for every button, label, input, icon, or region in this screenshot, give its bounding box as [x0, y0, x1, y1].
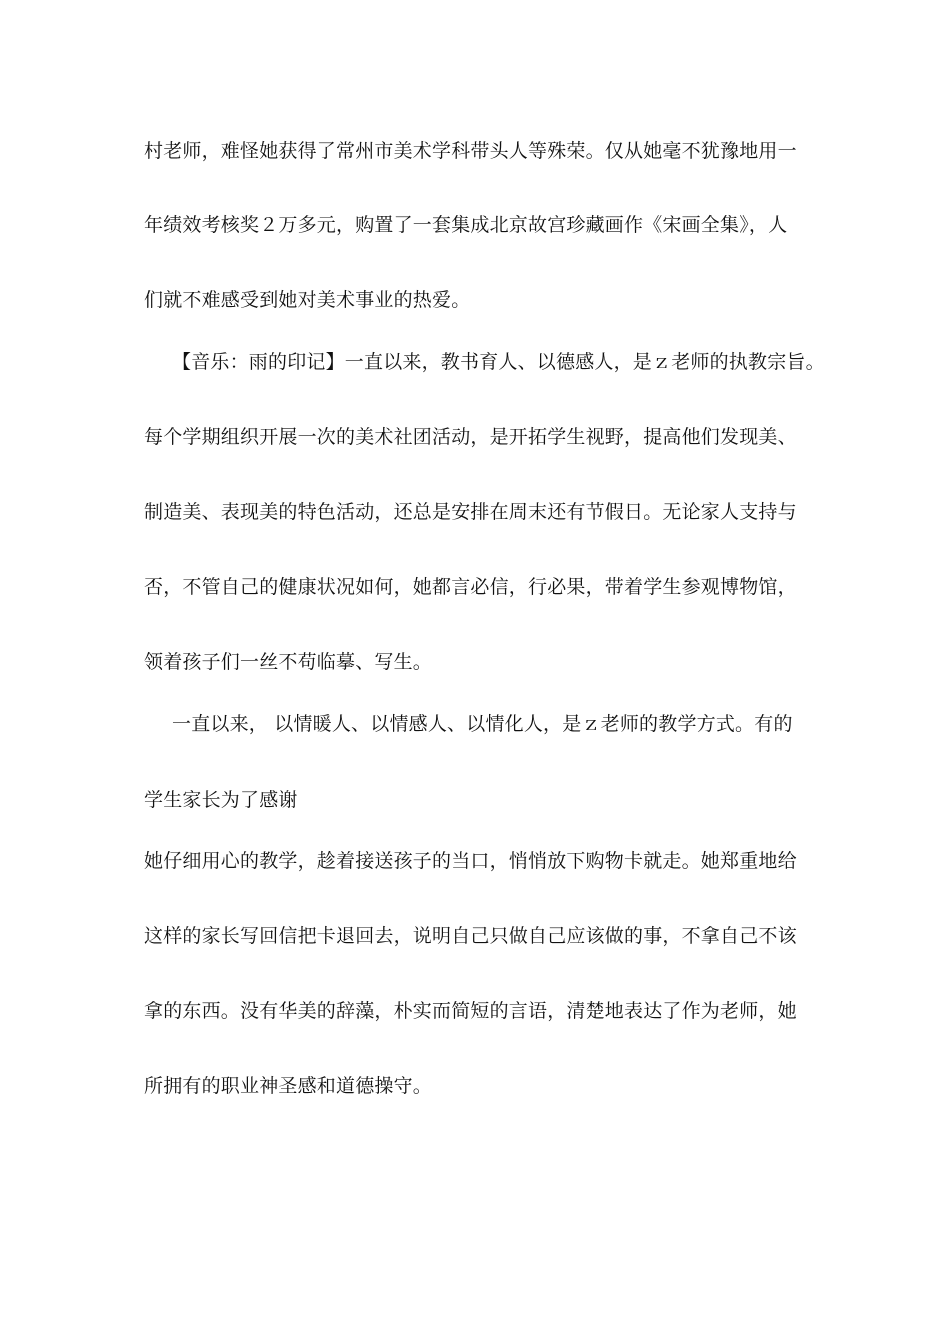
- paragraph-line: 否，不管自己的健康状况如何，她都言必信，行必果，带着学生参观博物馆，: [144, 576, 797, 598]
- paragraph-line: 们就不难感受到她对美术事业的热爱。: [144, 289, 471, 311]
- paragraph-line: 她仔细用心的教学，趁着接送孩子的当口，悄悄放下购物卡就走。她郑重地给: [144, 850, 797, 872]
- paragraph-first-line: 一直以来， 以情暖人、以情感人、以情化人，是ｚ老师的教学方式。有的: [172, 713, 793, 735]
- paragraph-line: 学生家长为了感谢: [144, 789, 298, 811]
- paragraph-line: 制造美、表现美的特色活动，还总是安排在周末还有节假日。无论家人支持与: [144, 501, 797, 523]
- paragraph-line: 每个学期组织开展一次的美术社团活动，是开拓学生视野，提高他们发现美、: [144, 426, 797, 448]
- paragraph-line: 拿的东西。没有华美的辞藻，朴实而简短的言语，清楚地表达了作为老师，她: [144, 1000, 797, 1022]
- paragraph-line: 村老师，难怪她获得了常州市美术学科带头人等殊荣。仅从她毫不犹豫地用一: [144, 140, 797, 162]
- paragraph-line: 年绩效考核奖２万多元，购置了一套集成北京故宫珍藏画作《宋画全集》，人: [144, 214, 788, 236]
- paragraph-first-line: 【音乐：雨的印记】一直以来，教书育人、以德感人，是ｚ老师的执教宗旨。: [172, 351, 825, 373]
- paragraph-line: 所拥有的职业神圣感和道德操守。: [144, 1075, 433, 1097]
- paragraph-line: 这样的家长写回信把卡退回去，说明自己只做自己应该做的事，不拿自己不该: [144, 925, 797, 947]
- paragraph-line: 领着孩子们一丝不苟临摹、写生。: [144, 651, 433, 673]
